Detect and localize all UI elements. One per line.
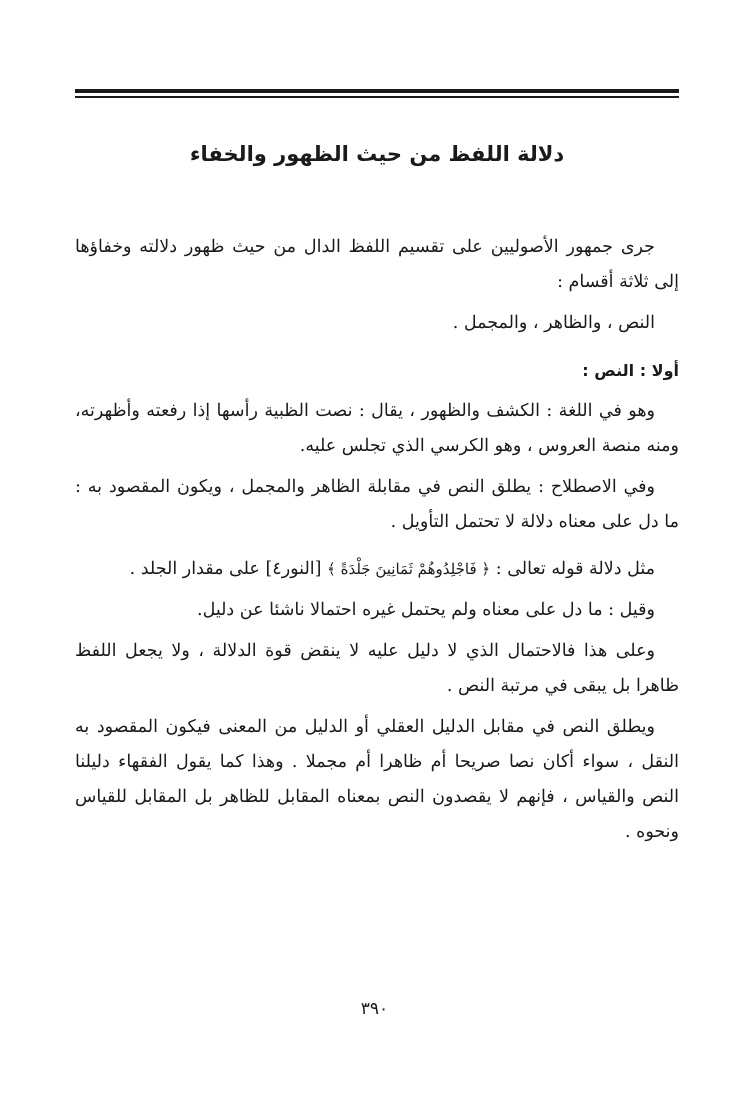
body-text (75, 230, 679, 850)
paragraph-other-usage: ويطلق النص في مقابل الدليل العقلي أو الدليل من المعنى فيكون المقصود به النقل ، سواء أكان نصا صريحا أم ظاهرا أم مجملا . وهذا كما يقول الفقهاء دليلنا النص والقياس ، فإنهم لا يقصدون النص بمعناه المقابل للظاهر بل المقابل للقياس ونحوه . (75, 717, 679, 842)
paragraph-term-definition: وفي الاصطلاح : يطلق النص في مقابلة الظاهر والمجمل ، ويكون المقصود به : ما دل على معناه دلالة لا تحتمل التأويل . (75, 477, 679, 532)
paragraph-consequence: وعلى هذا فالاحتمال الذي لا دليل عليه لا ينقض قوة الدلالة ، ولا يجعل اللفظ ظاهرا بل يبقى في مرتبة النص . (75, 641, 679, 696)
example-tail: [النور٤] على مقدار الجلد . (129, 559, 328, 579)
header-rule-thin (75, 96, 679, 98)
paragraph-divisions: النص ، والظاهر ، والمجمل . (452, 313, 655, 333)
paragraph-example (75, 552, 679, 587)
header-rule-thick (75, 89, 679, 93)
quran-verse: ﴿ فَاجْلِدُوهُمْ ثَمَانِينَ جَلْدَةً ﴾ (327, 560, 491, 578)
section-heading-nass: أولا : النص : (582, 361, 679, 380)
page-number: ٣٩٠ (360, 999, 389, 1019)
example-lead: مثل دلالة قوله تعالى : (490, 559, 655, 579)
chapter-title: دلالة اللفظ من حيث الظهور والخفاء (189, 142, 565, 166)
paragraph-intro: جرى جمهور الأصوليين على تقسيم اللفظ الدال من حيث ظهور دلالته وخفاؤها إلى ثلاثة أقسام : (75, 237, 679, 292)
paragraph-alternative-definition: وقيل : ما دل على معناه ولم يحتمل غيره احتمالا ناشئا عن دليل. (197, 600, 655, 620)
paragraph-language-definition: وهو في اللغة : الكشف والظهور ، يقال : نصت الظبية رأسها إذا رفعته وأظهرته، ومنه منصة العروس ، وهو الكرسي الذي تجلس عليه. (75, 401, 679, 456)
